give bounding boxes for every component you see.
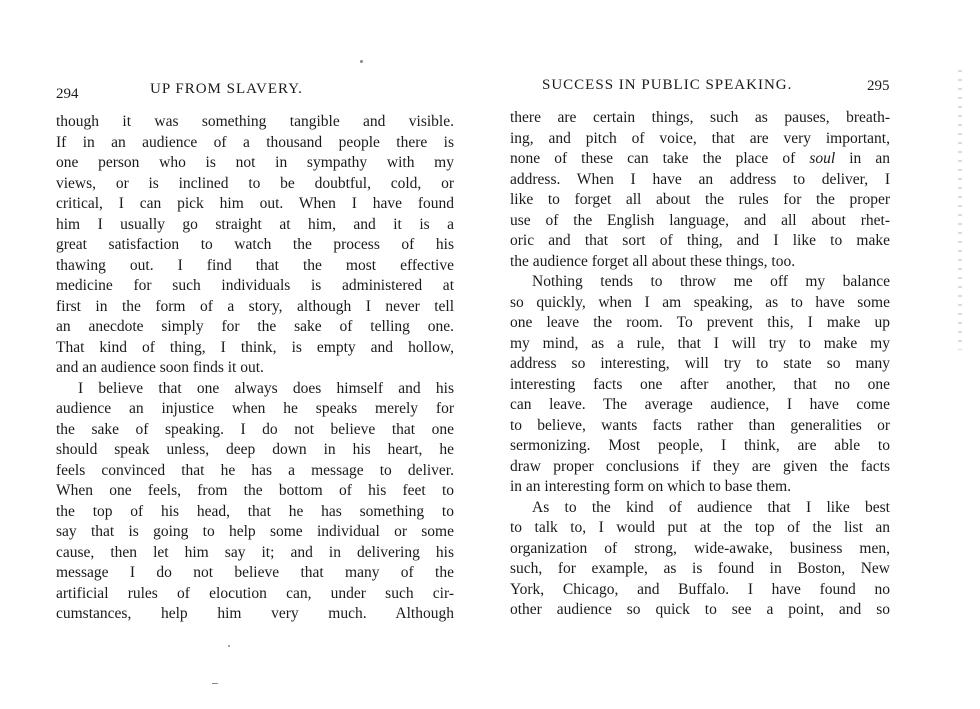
text-line: interesting facts one after another, that no one — [510, 375, 890, 393]
scan-speck — [212, 683, 218, 684]
text-line: I believe that one always does himself and his — [78, 379, 454, 397]
right-page-body — [510, 108, 890, 621]
text-line: York, Chicago, and Buffalo. I have found no — [510, 580, 890, 598]
text-line: When one feels, from the bottom of his feet to — [56, 482, 454, 499]
text-line: cause, then let him say it; and in delivering his — [56, 543, 454, 561]
text-line: great satisfaction to watch the process of his — [56, 236, 454, 253]
text-line: to talk to, I would put at the top of the list an — [510, 519, 890, 536]
text-line: my mind, as a rule, that I will try to make my — [510, 334, 890, 352]
text-line: such, for example, as is found in Boston, New — [510, 560, 890, 577]
text-line: one leave the room. To prevent this, I make up — [510, 314, 890, 331]
text-line: in an interesting form on which to base them. — [510, 478, 792, 495]
text-line: none of these can take the place of soul in an — [510, 150, 890, 167]
text-line: there are certain things, such as pauses, breath- — [510, 109, 890, 126]
text-line: critical, I can pick him out. When I have found — [56, 195, 454, 212]
text-line: the sake of speaking. I do not believe that one — [56, 420, 454, 438]
text-line: Nothing tends to throw me off my balance — [532, 273, 890, 290]
text-line: As to the kind of audience that I like best — [532, 498, 890, 516]
text-line: views, or is inclined to be doubtful, cold, or — [56, 174, 454, 192]
text-line: message I do not believe that many of the — [56, 564, 454, 581]
right-page — [490, 0, 980, 709]
text-line: If in an audience of a thousand people there is — [56, 133, 454, 151]
right-page-number: 295 — [867, 78, 890, 94]
text-line: one person who is not in sympathy with my — [56, 154, 454, 171]
text-line: should speak unless, deep down in his heart, he — [56, 441, 454, 458]
emphasized-word: soul — [809, 150, 836, 167]
text-line: artificial rules of elocution can, under such cir- — [56, 584, 454, 602]
right-running-head: SUCCESS IN PUBLIC SPEAKING. — [542, 77, 793, 93]
text-line: thawing out. I find that the most effective — [56, 256, 454, 274]
text-line: the audience forget all about these things, too. — [510, 252, 796, 270]
left-page-number: 294 — [56, 86, 79, 102]
text-line: the top of his head, that he has something to — [56, 502, 454, 520]
text-line: feels convinced that he has a message to deliver. — [56, 461, 454, 479]
text-line: use of the English language, and all about rhet- — [510, 211, 890, 229]
scan-speck — [228, 645, 230, 647]
text-line: him I usually go straight at him, and it is a — [56, 215, 454, 233]
text-line: say that is going to help some individual or some — [56, 523, 454, 540]
text-line: an anecdote simply for the sake of telling one. — [56, 318, 454, 335]
text-line: so quickly, when I am speaking, as to have some — [510, 293, 890, 311]
text-line: ing, and pitch of voice, that are very important, — [510, 129, 890, 147]
text-line: other audience so quick to see a point, and so — [510, 601, 890, 618]
text-line: cumstances, help him very much. Although — [56, 605, 454, 622]
text-line: sermonizing. Most people, I think, are able to — [510, 437, 890, 454]
text-line: oric and that sort of thing, and I like to make — [510, 232, 890, 249]
text-line: organization of strong, wide-awake, business men, — [510, 539, 890, 557]
scan-speck — [360, 60, 363, 63]
text-line: draw proper conclusions if they are given the facts — [510, 457, 890, 475]
text-line: like to forget all about the rules for the proper — [510, 191, 890, 208]
left-page-body — [56, 112, 454, 625]
text-line: though it was something tangible and visible. — [56, 113, 454, 130]
text-line: That kind of thing, I think, is empty and hollow, — [56, 338, 454, 356]
page-edge-specks — [958, 70, 962, 350]
text-line: and an audience soon finds it out. — [56, 359, 264, 376]
text-line: medicine for such individuals is administered at — [56, 277, 454, 294]
text-line: first in the form of a story, although I never tell — [56, 297, 454, 315]
text-line: address so interesting, will try to state so many — [510, 355, 890, 372]
text-line: to believe, wants facts rather than generalities or — [510, 416, 890, 434]
left-running-head: UP FROM SLAVERY. — [150, 81, 303, 97]
text-line: audience an injustice when he speaks merely for — [56, 400, 454, 417]
text-line: address. When I have an address to deliver, I — [510, 170, 890, 188]
text-line: can leave. The average audience, I have come — [510, 396, 890, 413]
